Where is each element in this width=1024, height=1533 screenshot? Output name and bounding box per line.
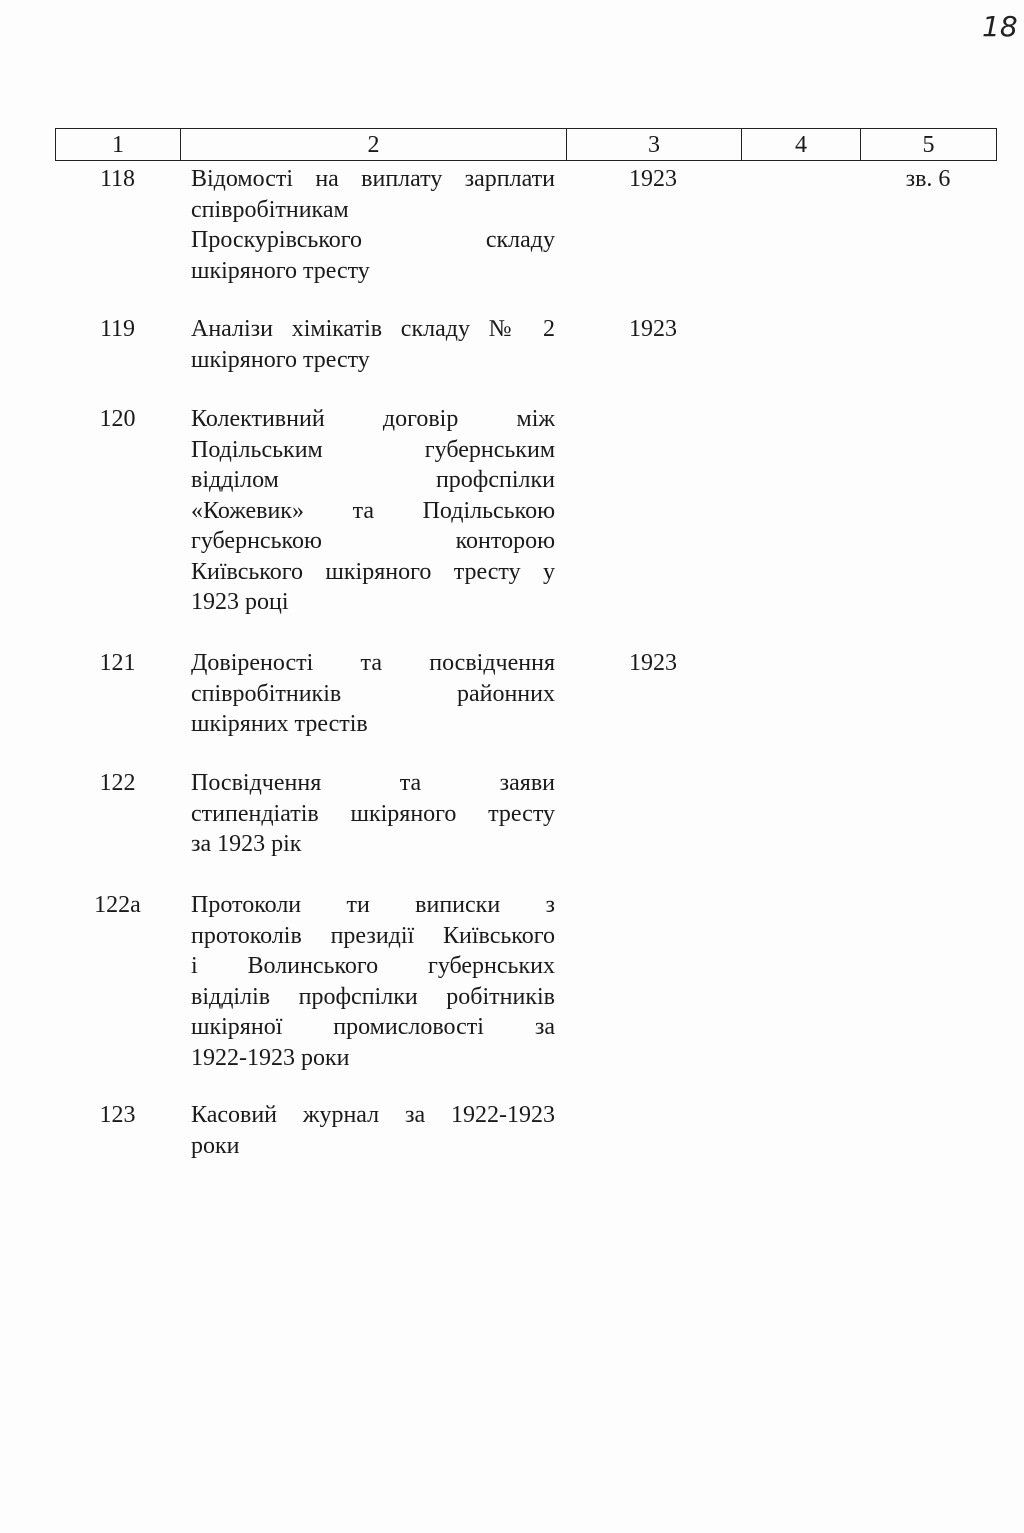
row-number: 119 [99,316,136,342]
description-line: 1922-1923 роки [191,1044,350,1071]
row-description [191,768,555,860]
description-line: відділом профспілки [191,467,555,493]
row-description [191,890,555,1073]
description-line: Відомості на виплату зарплати [191,166,555,192]
table-header-row [55,128,997,161]
description-line: 1923 році [191,589,289,615]
row-year: 1923 [629,166,677,192]
description-line: Проскурівського складу [191,227,555,253]
description-line: співробітників районних [191,680,555,707]
header-col-3: 3 [567,129,742,160]
description-line: Довіреності та посвідчення [191,650,555,676]
description-line: Колективний договір між [191,406,555,432]
header-col-4: 4 [742,129,861,160]
row-number: 123 [99,1102,136,1128]
description-line: шкіряної промисловості за [191,1014,555,1040]
row-description [191,164,555,286]
description-line: співробітникам [191,196,349,223]
row-description [191,404,555,618]
row-number: 120 [99,406,136,432]
row-description [191,314,555,375]
page-number: 18 [982,10,1018,43]
row-number: 122 [99,770,136,796]
description-line: роки [191,1132,240,1159]
description-line: губернською конторою [191,528,555,554]
description-line: стипендіатів шкіряного тресту [191,800,555,827]
description-line: Аналізи хімікатів складу № 2 [191,316,555,342]
description-line: «Кожевик» та Подільською [191,497,555,524]
row-description [191,648,555,740]
description-line: за 1923 рік [191,831,302,857]
description-line: шкіряного тресту [191,257,370,284]
description-line: протоколів президії Київського [191,922,555,949]
description-line: шкіряних трестів [191,711,368,737]
row-description [191,1100,555,1161]
description-line: Подільським губернським [191,436,555,463]
row-year: 1923 [629,650,677,676]
description-line: відділів профспілки робітників [191,983,555,1010]
row-number: 121 [99,650,136,676]
row-year: 1923 [629,316,677,342]
row-number: 118 [99,166,136,192]
header-col-2: 2 [181,129,567,160]
description-line: шкіряного тресту [191,346,370,373]
description-line: Київського шкіряного тресту у [191,558,555,585]
description-line: і Волинського губернських [191,953,555,979]
row-number: 122а [94,892,141,918]
description-line: Протоколи ти виписки з [191,892,555,918]
header-col-1: 1 [56,129,181,160]
description-line: Посвідчення та заяви [191,770,555,796]
description-line: Касовий журнал за 1922-1923 [191,1102,555,1128]
row-note: зв. 6 [905,166,951,192]
header-col-5: 5 [922,132,935,158]
